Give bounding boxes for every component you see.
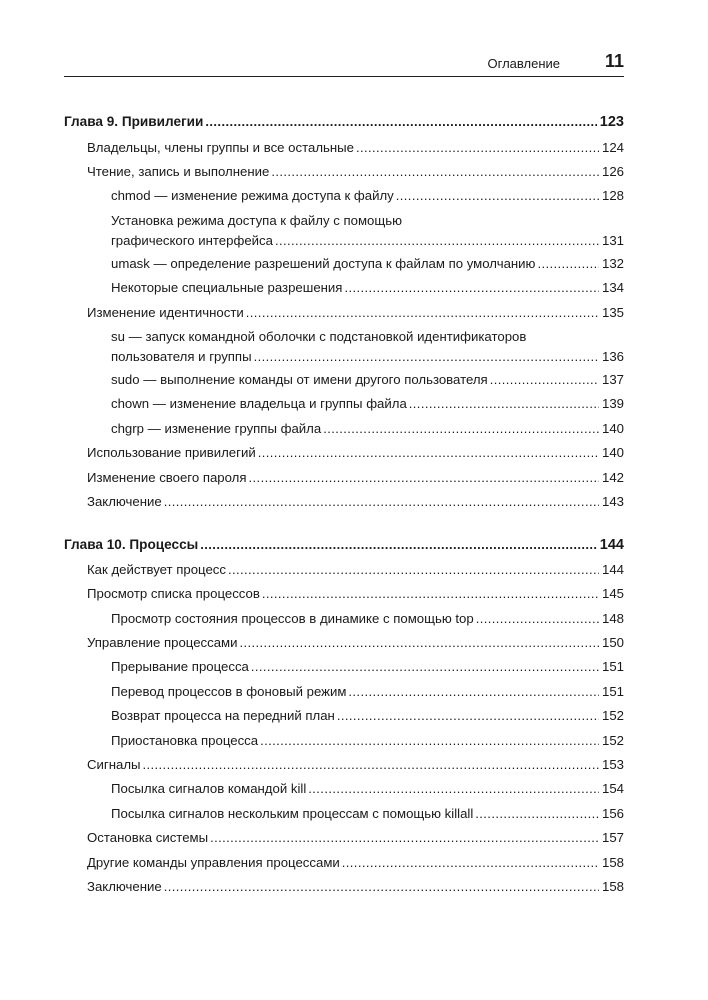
toc-leader (262, 585, 599, 603)
toc-page: 135 (601, 305, 624, 320)
toc-title: Приостановка процесса (111, 733, 259, 748)
toc-leader (164, 878, 599, 896)
toc-page: 151 (601, 659, 624, 674)
toc-entry[interactable] (0, 187, 624, 205)
toc-page: 128 (601, 188, 624, 203)
toc-entry[interactable] (0, 756, 624, 774)
toc-title: Просмотр состояния процессов в динамике с помощью top (111, 611, 474, 626)
toc-leader (271, 163, 599, 181)
toc-leader (537, 255, 599, 273)
toc-entry[interactable] (0, 707, 624, 725)
toc-entry[interactable] (0, 878, 624, 896)
toc-leader (409, 395, 599, 413)
toc-page: 153 (601, 757, 624, 772)
toc-entry[interactable] (0, 493, 624, 511)
toc-page: 132 (601, 256, 624, 271)
toc-title: chown — изменение владельца и группы файла (111, 396, 407, 411)
toc-page: 157 (601, 830, 624, 845)
toc-page: 136 (601, 349, 624, 364)
toc-title: Возврат процесса на передний план (111, 708, 335, 723)
toc-title: Как действует процесс (87, 562, 226, 577)
toc-title: chgrp — изменение группы файла (111, 421, 322, 436)
toc-page: 134 (601, 280, 624, 295)
toc-leader (260, 732, 599, 750)
toc-leader (258, 444, 599, 462)
toc-entry[interactable] (0, 371, 624, 389)
toc-entry[interactable] (0, 469, 624, 487)
toc-leader (205, 113, 596, 131)
toc-entry[interactable] (0, 780, 624, 798)
toc-leader (348, 683, 599, 701)
toc-page: 126 (601, 164, 624, 179)
toc-leader (143, 756, 599, 774)
toc-title: Перевод процессов в фоновый режим (111, 684, 347, 699)
toc-title: Заключение (87, 494, 162, 509)
toc-leader (323, 420, 599, 438)
toc-title: Владельцы, члены группы и все остальные (87, 140, 354, 155)
toc-entry[interactable] (0, 279, 624, 297)
toc-chapter-10[interactable] (0, 536, 624, 554)
toc-page: 152 (601, 733, 624, 748)
toc-page: 145 (601, 586, 624, 601)
toc-entry[interactable] (0, 255, 624, 273)
toc-page: 139 (601, 396, 624, 411)
running-header (64, 50, 624, 77)
toc-leader (490, 371, 599, 389)
toc-title-line1: su — запуск командной оболочки с подстановкой идентификаторов (111, 329, 527, 344)
toc-entry[interactable] (0, 585, 624, 603)
toc-title: chmod — изменение режима доступа к файлу (111, 188, 394, 203)
toc-leader (210, 829, 599, 847)
toc-title: sudo — выполнение команды от имени другого пользователя (111, 372, 488, 387)
toc-page: 156 (601, 806, 624, 821)
running-title: Оглавление (487, 56, 560, 71)
toc-title: Управление процессами (87, 635, 238, 650)
toc-title: Изменение своего пароля (87, 470, 247, 485)
toc-leader (251, 658, 599, 676)
toc-title: Использование привилегий (87, 445, 256, 460)
toc-entry[interactable] (0, 139, 624, 157)
toc-entry[interactable] (0, 561, 624, 579)
toc-title: Другие команды управления процессами (87, 855, 340, 870)
toc-page: 158 (601, 855, 624, 870)
toc-page: 151 (601, 684, 624, 699)
toc-page: 131 (601, 233, 624, 248)
toc-page: 140 (601, 445, 624, 460)
toc-entry[interactable] (0, 304, 624, 322)
toc-page: 124 (601, 140, 624, 155)
toc-title: Посылка сигналов командой kill (111, 781, 307, 796)
toc-page: 150 (601, 635, 624, 650)
toc-title: Прерывание процесса (111, 659, 249, 674)
toc-leader (396, 187, 599, 205)
toc-entry[interactable] (0, 610, 624, 628)
toc-title: Заключение (87, 879, 162, 894)
toc-page: 144 (601, 562, 624, 577)
toc-entry[interactable] (0, 805, 624, 823)
toc-leader (475, 805, 599, 823)
toc-leader (228, 561, 599, 579)
toc-leader (249, 469, 599, 487)
toc-title: Некоторые специальные разрешения (111, 280, 343, 295)
toc-title: Глава 9. Привилегии (64, 114, 204, 129)
toc-leader (356, 139, 599, 157)
toc-title: Просмотр списка процессов (87, 586, 260, 601)
toc-title: Изменение идентичности (87, 305, 244, 320)
toc-page: 154 (601, 781, 624, 796)
toc-entry[interactable] (0, 683, 624, 701)
toc-leader (308, 780, 599, 798)
toc-leader (275, 232, 599, 250)
toc-title: Остановка системы (87, 830, 209, 845)
toc-title: пользователя и группы (111, 349, 252, 364)
page-number: 11 (604, 51, 624, 71)
toc-entry[interactable] (0, 395, 624, 413)
toc-title: Чтение, запись и выполнение (87, 164, 270, 179)
toc-entry[interactable] (0, 328, 624, 366)
toc-title: Посылка сигналов нескольким процессам с помощью killall (111, 806, 474, 821)
toc-entry[interactable] (0, 658, 624, 676)
toc-page: 123 (599, 114, 624, 130)
toc-title: графического интерфейса (111, 233, 273, 248)
toc-leader (239, 634, 599, 652)
toc-page: 142 (601, 470, 624, 485)
toc-page: 158 (601, 879, 624, 894)
toc-page: 137 (601, 372, 624, 387)
toc-entry[interactable] (0, 420, 624, 438)
toc-entry[interactable] (0, 212, 624, 250)
toc-title: umask — определение разрешений доступа к файлам по умолчанию (111, 256, 536, 271)
toc-title: Глава 10. Процессы (64, 537, 199, 552)
toc-leader (254, 348, 599, 366)
toc-leader (200, 536, 597, 554)
toc-entry[interactable] (0, 854, 624, 872)
toc-leader (164, 493, 599, 511)
toc-chapter-9[interactable] (0, 113, 624, 131)
toc-title: Сигналы (87, 757, 141, 772)
toc-leader (342, 854, 599, 872)
toc-entry[interactable] (0, 163, 624, 181)
toc-leader (476, 610, 599, 628)
toc-entry[interactable] (0, 732, 624, 750)
toc-leader (344, 279, 599, 297)
toc-title-line1: Установка режима доступа к файлу с помощью (111, 213, 402, 228)
toc-page: 152 (601, 708, 624, 723)
toc-page: 143 (601, 494, 624, 509)
toc-page: 148 (601, 611, 624, 626)
toc-entry[interactable] (0, 829, 624, 847)
toc-page: 140 (601, 421, 624, 436)
toc-entry[interactable] (0, 444, 624, 462)
toc-entry[interactable] (0, 634, 624, 652)
toc-page: 144 (599, 537, 624, 553)
toc-leader (337, 707, 599, 725)
toc-leader (246, 304, 599, 322)
